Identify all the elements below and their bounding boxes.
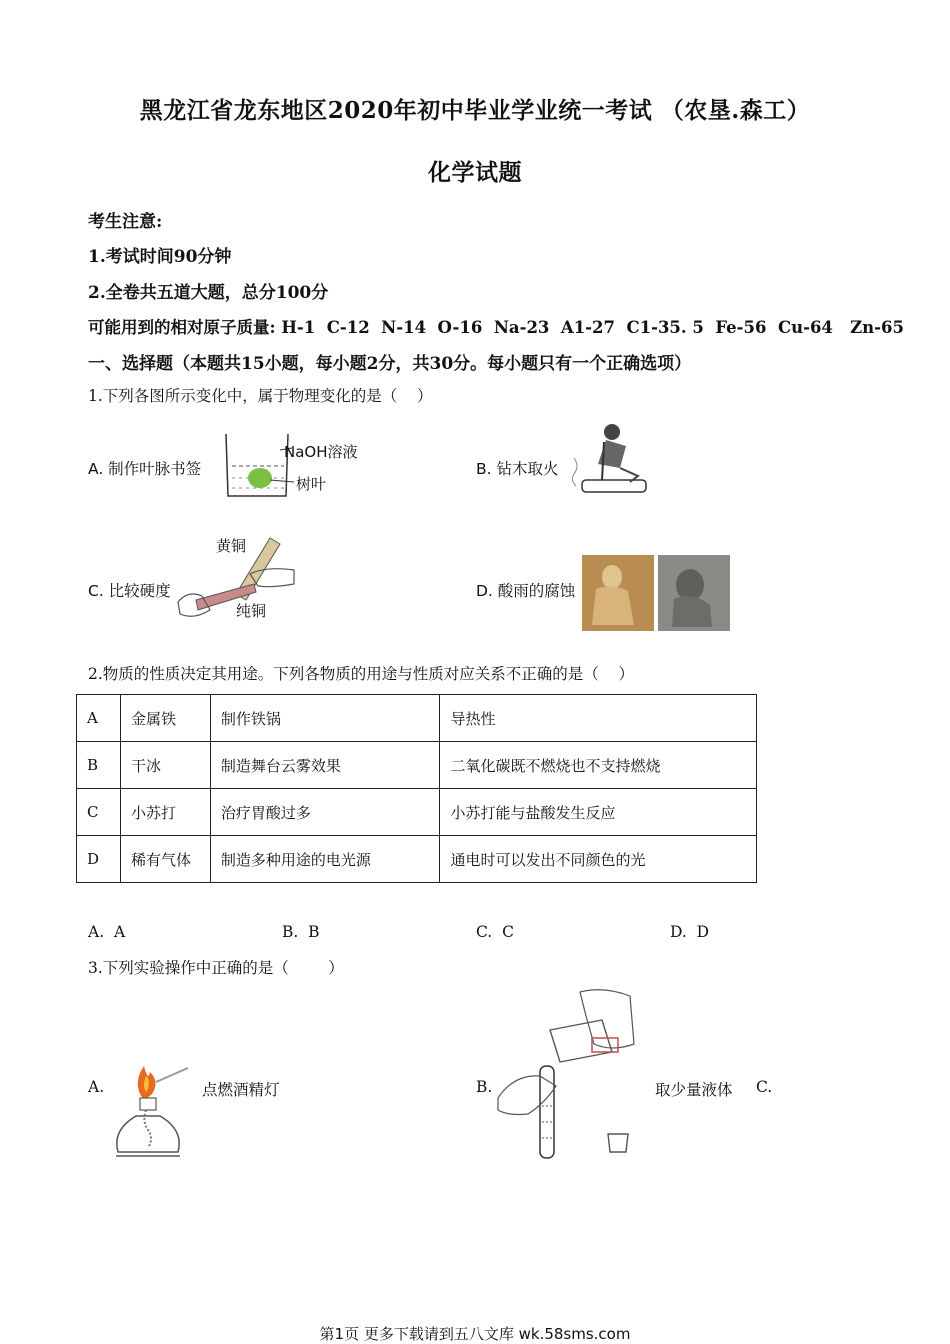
- table-cell: 导热性: [440, 695, 757, 742]
- table-cell: 治疗胃酸过多: [210, 789, 440, 836]
- leaf-label: 树叶: [296, 475, 327, 493]
- notice-item-1: 1.考试时间90分钟: [88, 247, 232, 267]
- naoh-label: NaOH溶液: [284, 443, 358, 461]
- q3-stem: 3.下列实验操作中正确的是（ ）: [88, 959, 344, 977]
- q3-option-b-letter: B.: [476, 1078, 493, 1096]
- table-cell: A: [77, 695, 121, 742]
- table-cell: 金属铁: [120, 695, 210, 742]
- table-cell: 通电时可以发出不同颜色的光: [440, 836, 757, 883]
- page-footer: 第1页 更多下载请到五八文库 wk.58sms.com: [319, 1325, 631, 1343]
- q2-choice-a: A. A: [88, 923, 126, 941]
- notice-item-2: 2.全卷共五道大题，总分100分: [88, 283, 329, 303]
- pour-liquid-figure: [494, 986, 644, 1162]
- q1-option-d: D. 酸雨的腐蚀: [476, 582, 576, 600]
- notice-heading: 考生注意:: [88, 212, 163, 232]
- drilling-fire-figure: [568, 418, 654, 498]
- section-1-heading: 一、选择题（本题共15小题，每小题2分，共30分。每小题只有一个正确选项）: [88, 354, 692, 374]
- acid-rain-statues-figure: [582, 555, 730, 631]
- q2-choice-c: C. C: [476, 923, 514, 941]
- table-cell: 稀有气体: [120, 836, 210, 883]
- table-cell: 制造多种用途的电光源: [210, 836, 440, 883]
- table-cell: 制造舞台云雾效果: [210, 742, 440, 789]
- table-cell: 小苏打: [120, 789, 210, 836]
- q2-choice-b: B. B: [282, 923, 320, 941]
- leaf-shape: [248, 468, 272, 488]
- alcohol-lamp-figure: [108, 1060, 194, 1164]
- table-row: [77, 742, 757, 789]
- table-cell: 二氧化碳既不燃烧也不支持燃烧: [440, 742, 757, 789]
- table-row: [77, 695, 757, 742]
- table-cell: B: [77, 742, 121, 789]
- copper-label: 纯铜: [236, 602, 267, 620]
- q2-choice-d: D. D: [670, 923, 710, 941]
- atomic-mass-line: 可能用到的相对原子质量: H-1 C-12 N-14 O-16 Na-23 A1-27 C1-35. 5 Fe-56 Cu-64 Zn-65: [88, 318, 904, 337]
- q2-stem: 2.物质的性质决定其用途。下列各物质的用途与性质对应关系不正确的是（ ）: [88, 665, 634, 683]
- table-cell: D: [77, 836, 121, 883]
- q3-option-b-text: 取少量液体: [655, 1081, 733, 1099]
- table-cell: 干冰: [120, 742, 210, 789]
- brass-label: 黄铜: [216, 537, 247, 555]
- q1-option-a: A. 制作叶脉书签: [88, 460, 202, 478]
- stopper: [608, 1134, 628, 1152]
- table-cell: 小苏打能与盐酸发生反应: [440, 789, 757, 836]
- table-row: [77, 836, 757, 883]
- table-row: [77, 789, 757, 836]
- q3-option-a-letter: A.: [88, 1078, 105, 1096]
- exam-title: 黑龙江省龙东地区2020年初中毕业学业统一考试 （农垦.森工）: [139, 97, 811, 124]
- q1-option-b: B. 钻木取火: [476, 460, 559, 478]
- table-cell: C: [77, 789, 121, 836]
- exam-subtitle: 化学试题: [428, 159, 522, 186]
- q3-option-c-letter: C.: [756, 1078, 773, 1096]
- q2-table: [76, 694, 757, 883]
- table-cell: 制作铁锅: [210, 695, 440, 742]
- q3-option-a-text: 点燃酒精灯: [202, 1081, 280, 1099]
- q1-stem: 1.下列各图所示变化中，属于物理变化的是（ ）: [88, 387, 433, 405]
- q1-option-c: C. 比较硬度: [88, 582, 171, 600]
